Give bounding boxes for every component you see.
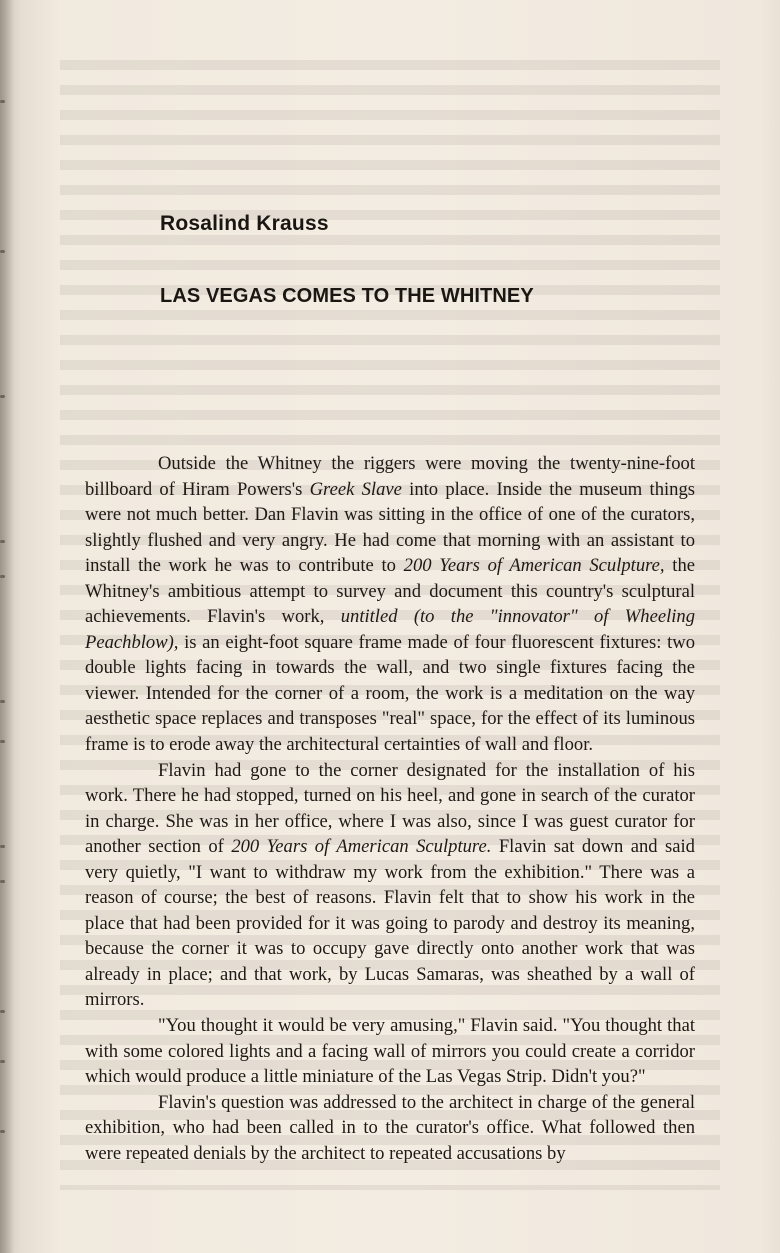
binding-mark — [0, 575, 5, 578]
paragraph — [85, 758, 695, 1013]
paragraph — [85, 1013, 695, 1090]
binding-mark — [0, 100, 5, 103]
essay-title: LAS VEGAS COMES TO THE WHITNEY — [160, 285, 534, 307]
italic-title-run: 200 Years of American Sculpture, — [403, 555, 665, 577]
text-run: "You thought it would be very amusing," Flavin said. "You thought that with some colored lights and a facing wall of mirrors you could create a corridor which would produce a little miniature of the Las Vegas Strip. Didn't you?" — [85, 1015, 695, 1088]
author-name: Rosalind Krauss — [160, 212, 329, 235]
paragraph — [85, 451, 695, 758]
italic-title-run: 200 Years of American Sculpture. — [231, 836, 492, 858]
binding-mark — [0, 1010, 5, 1013]
binding-mark — [0, 540, 5, 543]
binding-mark — [0, 1130, 5, 1133]
binding-mark — [0, 700, 5, 703]
text-run: Outside the Whitney the riggers were moving the twenty-nine-foot billboard of Hiram Powers's — [85, 453, 695, 500]
binding-mark — [0, 740, 5, 743]
binding-mark — [0, 250, 5, 253]
binding-mark — [0, 845, 5, 848]
binding-mark — [0, 880, 5, 883]
italic-title-run: Greek Slave — [309, 478, 402, 500]
text-run: into place. Inside the museum things were not much better. Dan Flavin was sitting in the office of one of the curators, slightly flushed and very angry. He had come that morning with an assistant to install the work he was to contribute to — [85, 478, 695, 577]
text-run: Flavin sat down and said very quietly, "I want to withdraw my work from the exhibition." There was a reason of course; the best of reasons. Flavin felt that to show his work in the place that had been provided for it was going to parody and destroy its meaning, because the corner it was to occupy gave directly onto another work that was already in place; and that work, by Lucas Samaras, was sheathed by a wall of mirrors. — [85, 836, 695, 1011]
binding-mark — [0, 395, 5, 398]
text-run: the Whitney's ambitious attempt to survey and document this country's sculptural achievements. Flavin's work, — [85, 555, 695, 628]
binding-mark — [0, 1060, 5, 1063]
text-run: Flavin had gone to the corner designated for the installation of his work. There he had stopped, turned on his heel, and gone in search of the curator in charge. She was in her office, where I was also, since I was guest curator for another section of — [85, 759, 695, 858]
text-run: is an eight-foot square frame made of four fluorescent fixtures: two double lights facing in towards the wall, and two single fixtures facing the viewer. Intended for the corner of a room, the work is a meditation on the way aesthetic space replaces and transposes "real" space, for the effect of its luminous frame is to erode away the architectural certainties of wall and floor. — [85, 631, 695, 756]
italic-title-run: untitled (to the "innovator" of Wheeling Peachblow), — [85, 606, 696, 653]
binding-shadow — [0, 0, 14, 1253]
paragraph — [85, 1090, 695, 1167]
essay-body — [85, 451, 695, 1166]
text-run: Flavin's question was addressed to the architect in charge of the general exhibition, who had been called in to the curator's office. What followed then were repeated denials by the architect to repeated accusations by — [85, 1091, 695, 1164]
